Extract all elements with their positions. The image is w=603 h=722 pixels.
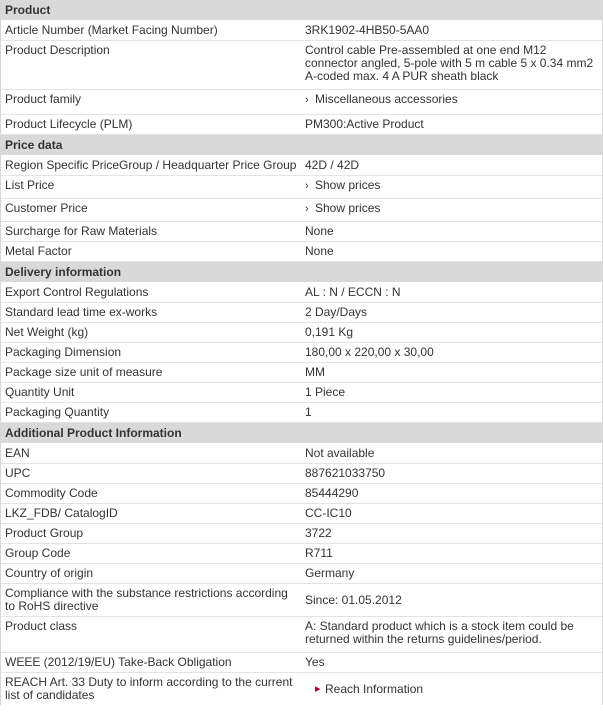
label-line: list of candidates bbox=[5, 688, 95, 702]
row-export-control bbox=[1, 283, 602, 303]
weee-value: Yes bbox=[305, 655, 325, 669]
row-group-code bbox=[1, 544, 602, 564]
row-price-group bbox=[1, 156, 602, 176]
weee-label: WEEE (2012/19/EU) Take-Back Obligation bbox=[5, 655, 232, 669]
article-number-value: 3RK1902-4HB50-5AA0 bbox=[305, 23, 430, 37]
section-header-delivery: Delivery information bbox=[1, 262, 602, 283]
product-family-link-text[interactable]: Miscellaneous accessories bbox=[315, 92, 458, 106]
row-metal-factor bbox=[1, 242, 602, 262]
customer-price-link[interactable] bbox=[301, 199, 602, 221]
price-group-label: Region Specific PriceGroup / Headquarter Price Group bbox=[5, 158, 297, 172]
export-control-label: Export Control Regulations bbox=[5, 285, 149, 299]
catalog-id-label: LKZ_FDB/ CatalogID bbox=[5, 506, 118, 520]
lead-time-value: 2 Day/Days bbox=[305, 305, 368, 319]
value-line: returned within the returns guidelines/period. bbox=[305, 632, 542, 646]
metal-factor-label: Metal Factor bbox=[5, 244, 72, 258]
chevron-right-icon: › bbox=[305, 180, 309, 192]
show-prices-link[interactable]: Show prices bbox=[315, 178, 381, 192]
product-lifecycle-label: Product Lifecycle (PLM) bbox=[5, 117, 133, 131]
product-family-label: Product family bbox=[5, 92, 82, 106]
quantity-unit-label: Quantity Unit bbox=[5, 385, 75, 399]
row-ean bbox=[1, 444, 602, 464]
commodity-code-value: 85444290 bbox=[305, 486, 359, 500]
section-header-product: Product bbox=[1, 0, 602, 21]
row-net-weight bbox=[1, 323, 602, 343]
row-upc bbox=[1, 464, 602, 484]
net-weight-value: 0,191 Kg bbox=[305, 325, 354, 339]
upc-value: 887621033750 bbox=[305, 466, 386, 480]
lead-time-label: Standard lead time ex-works bbox=[5, 305, 158, 319]
list-price-link[interactable] bbox=[301, 176, 602, 198]
article-number-label: Article Number (Market Facing Number) bbox=[5, 23, 218, 37]
package-unit-label: Package size unit of measure bbox=[5, 365, 163, 379]
label-line: REACH Art. 33 Duty to inform according to the current bbox=[5, 675, 293, 689]
product-lifecycle-value: PM300:Active Product bbox=[305, 117, 424, 131]
ean-value: Not available bbox=[305, 446, 375, 460]
reach-information-link-text[interactable]: Reach Information bbox=[325, 681, 424, 696]
metal-factor-value: None bbox=[305, 244, 334, 258]
row-product-description bbox=[1, 41, 602, 90]
upc-label: UPC bbox=[5, 466, 31, 480]
packaging-dimension-label: Packaging Dimension bbox=[5, 345, 122, 359]
row-customer-price bbox=[1, 199, 602, 222]
description-line: Control cable Pre-assembled at one end M12 bbox=[305, 43, 547, 57]
surcharge-value: None bbox=[305, 224, 334, 238]
row-list-price bbox=[1, 176, 602, 199]
product-description-value bbox=[301, 41, 602, 89]
rohs-compliance-label bbox=[1, 584, 301, 616]
quantity-unit-value: 1 Piece bbox=[305, 385, 346, 399]
row-commodity-code bbox=[1, 484, 602, 504]
reach-information-link[interactable] bbox=[301, 673, 602, 705]
packaging-dimension-value: 180,00 x 220,00 x 30,00 bbox=[305, 345, 434, 359]
product-group-label: Product Group bbox=[5, 526, 84, 540]
show-prices-link[interactable]: Show prices bbox=[315, 201, 381, 215]
product-family-link[interactable] bbox=[301, 90, 602, 114]
row-article-number bbox=[1, 21, 602, 41]
description-line: connector angled, 5-pole with 5 m cable 5 x 0.34 mm2 bbox=[305, 56, 594, 70]
description-line: A-coded max. 4 A PUR sheath black bbox=[305, 69, 499, 83]
row-rohs-compliance bbox=[1, 584, 602, 617]
reach-label bbox=[1, 673, 301, 705]
rohs-compliance-value: Since: 01.05.2012 bbox=[305, 592, 402, 607]
surcharge-label: Surcharge for Raw Materials bbox=[5, 224, 158, 238]
chevron-right-icon: ▸ bbox=[315, 682, 321, 695]
packaging-quantity-label: Packaging Quantity bbox=[5, 405, 110, 419]
row-catalog-id bbox=[1, 504, 602, 524]
ean-label: EAN bbox=[5, 446, 30, 460]
packaging-quantity-value: 1 bbox=[305, 405, 312, 419]
price-group-value: 42D / 42D bbox=[305, 158, 360, 172]
group-code-value: R711 bbox=[305, 546, 333, 560]
package-unit-value: MM bbox=[305, 365, 325, 379]
product-class-value bbox=[301, 617, 602, 652]
chevron-right-icon: › bbox=[305, 203, 309, 215]
commodity-code-label: Commodity Code bbox=[5, 486, 98, 500]
row-country-of-origin bbox=[1, 564, 602, 584]
customer-price-label: Customer Price bbox=[5, 201, 88, 215]
row-product-class bbox=[1, 617, 602, 653]
row-reach bbox=[1, 673, 602, 705]
product-group-value: 3722 bbox=[305, 526, 332, 540]
row-packaging-quantity bbox=[1, 403, 602, 423]
row-product-lifecycle bbox=[1, 115, 602, 135]
row-surcharge bbox=[1, 222, 602, 242]
country-of-origin-value: Germany bbox=[305, 566, 355, 580]
row-weee bbox=[1, 653, 602, 673]
value-line: A: Standard product which is a stock item could be bbox=[305, 619, 574, 633]
group-code-label: Group Code bbox=[5, 546, 71, 560]
label-line: Compliance with the substance restrictions according bbox=[5, 586, 288, 600]
label-line: to RoHS directive bbox=[5, 599, 99, 613]
section-header-price-data: Price data bbox=[1, 135, 602, 156]
net-weight-label: Net Weight (kg) bbox=[5, 325, 89, 339]
country-of-origin-label: Country of origin bbox=[5, 566, 94, 580]
catalog-id-value: CC-IC10 bbox=[305, 506, 352, 520]
row-lead-time bbox=[1, 303, 602, 323]
chevron-right-icon: › bbox=[305, 94, 309, 106]
row-product-family bbox=[1, 90, 602, 115]
row-quantity-unit bbox=[1, 383, 602, 403]
row-packaging-dimension bbox=[1, 343, 602, 363]
row-product-group bbox=[1, 524, 602, 544]
row-package-unit bbox=[1, 363, 602, 383]
list-price-label: List Price bbox=[5, 178, 55, 192]
product-class-label: Product class bbox=[5, 619, 78, 633]
section-header-additional: Additional Product Information bbox=[1, 423, 602, 444]
export-control-value: AL : N / ECCN : N bbox=[305, 285, 401, 299]
product-description-label: Product Description bbox=[5, 43, 110, 57]
